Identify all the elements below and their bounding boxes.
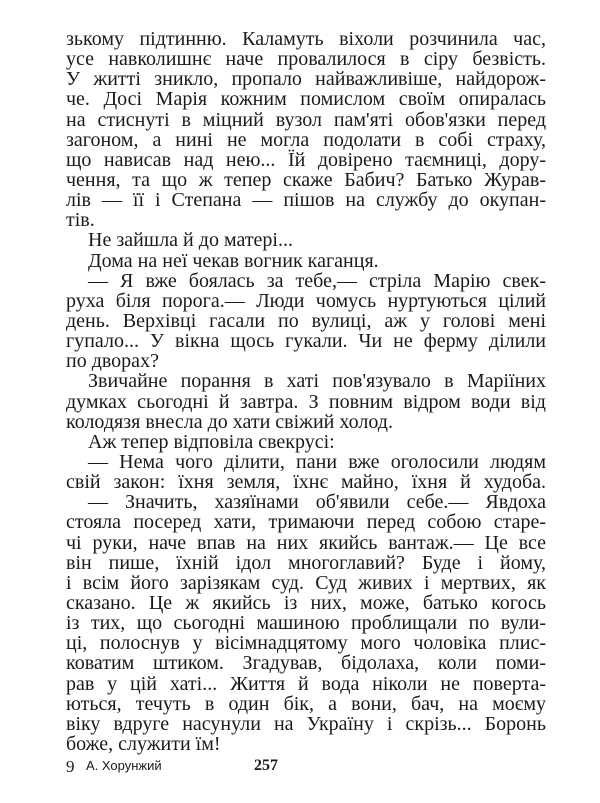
text-line: віку вдруге насунули на Україну і скрізь... Боронь [66,712,546,735]
text-line: — Нема чого ділити, пани вже оголосили людям [88,450,546,473]
text-line: чі руки, наче впав на них якийсь вантаж.— Це все [66,531,546,554]
book-page-text [66,29,546,754]
text-line: лів — її і Степана — пішов на службу до окупан- [66,189,546,212]
author-name: А. Хорунжий [86,758,162,773]
text-line: сказано. Це ж якийсь із них, може, батько когось [66,591,546,614]
text-line: усе навколишнє наче провалилося в сіру безвість. [66,48,546,71]
text-line: че. Досі Марія кожним помислом своїм опиралась [66,88,546,111]
text-line: Дома на неї чекав вогник каганця. [88,249,379,272]
text-line: руха біля порога.— Люди чомусь нуртуються цілий [66,289,546,312]
text-line: на стиснуті в міцний вузол пам'яті обов'язки перед [66,108,546,131]
page-number: 257 [254,757,278,774]
text-line: Звичайне порання в хаті пов'язувало в Маріїних [88,370,546,393]
text-line: Не зайшла й до матері... [88,229,293,252]
signature-mark: 9 [66,757,75,776]
text-line: чення, та що ж тепер скаже Бабич? Батько Журав- [66,168,546,191]
text-line: боже, служити їм! [66,732,221,755]
text-line: і всім його зарізякам суд. Суд живих і мертвих, як [66,571,546,594]
text-line: рав у цій хаті... Життя й вода ніколи не поверта- [66,672,546,695]
text-line: гупало... У вікна щось гукали. Чи не ферму ділили [66,330,546,353]
text-line: — Значить, хазяїнами об'явили себе.— Явдоха [88,491,546,514]
text-line: свій закон: їхня земля, їхнє майно, їхня й худоба. [66,471,546,494]
text-line: із тих, що сьогодні машиною проблищали по вули- [66,612,546,635]
text-line: стояла посеред хати, тримаючи перед собою старе- [66,511,546,534]
text-line: ці, полоснув у вісімнадцятому мого чоловіка плис- [66,632,546,655]
page-footer [66,757,546,777]
text-line: день. Верхівці гасали по вулиці, аж у голові мені [66,309,546,332]
text-line: коватим штиком. Згадував, бідолаха, коли поми- [66,652,546,675]
text-line: У житті зникло, пропало найважливіше, найдорож- [66,68,546,91]
text-line: загоном, а нині не могла подолати в собі страху, [66,128,546,151]
text-line: що нависав над нею... Їй довірено таємниці, дору- [66,148,546,171]
text-line: по дворах? [66,350,159,373]
text-line: тів. [66,209,95,232]
text-line: він пише, їхній ідол многоглавий? Буде і йому, [66,551,546,574]
text-line: зькому підтинню. Каламуть віхоли розчинила час, [66,28,546,50]
text-line: ються, течуть в один бік, а вони, бач, на моєму [66,692,546,715]
text-line: думках сьогодні й завтра. З повним відром води від [66,390,546,413]
text-line: — Я вже боялась за тебе,— стріла Марію свек- [88,269,546,292]
text-line: Аж тепер відповіла свекрусі: [88,430,335,453]
text-line: колодязя внесла до хати свіжий холод. [66,410,393,433]
